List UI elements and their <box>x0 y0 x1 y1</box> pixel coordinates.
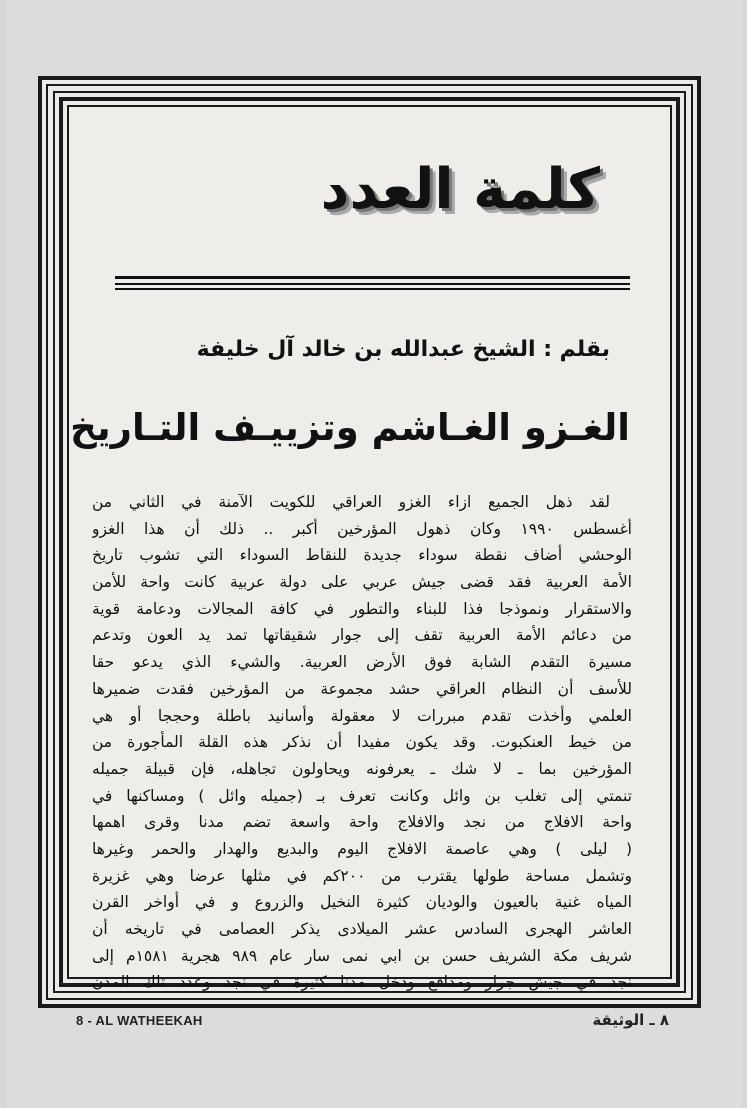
body-line: مسيرة التقدم الشابة فوق الأرض العربية. والشيء الذي يدعو حقا <box>92 653 632 672</box>
article-headline: الغـزو الغـاشم وتزييـف التـاريخ <box>70 406 630 449</box>
masthead-divider <box>115 288 630 290</box>
page-number-latin: 8 - AL WATHEEKAH <box>76 1013 203 1028</box>
body-line: تنمتي إلى تغلب بن وائل وكانت تعرف بـ (جميله وائل ) ومساكنها في <box>92 786 632 805</box>
body-line: وتشمل مساحة طولها يقترب من ٢٠٠كم في مثلها عرضا وهي غزيرة <box>92 866 632 885</box>
body-line: واحة الافلاج من نجد والافلاج واحة واسعة تضم مدنا وقرى اهمها <box>92 813 632 832</box>
body-line: ( ليلى ) وهي عاصمة الافلاج اليوم والبديع والهدار والحمر وغيرها <box>92 839 632 858</box>
body-line: لقد ذهل الجميع ازاء الغزو العراقي للكويت الآمنة في الثاني من <box>92 493 610 511</box>
body-line: العاشر الهجرى السادس عشر الميلادى يذكر العصامى في تاريخه أن <box>92 920 632 938</box>
body-line: للأسف أن النظام العراقي حشد مجموعة من المؤرخين فقدت ضميرها <box>92 679 632 698</box>
body-line: والاستقرار ونموذجا فذا للبناء والتطور في كافة المجالات ودعامة قوية <box>92 599 632 618</box>
body-line: العلمي وأخذت تقدم مبررات لا معقولة وأسانيد باطلة وحججا أو هي <box>92 706 632 725</box>
body-line: من دعائم الأمة العربية تقف إلى جوار شقيقاتها تمد يد العون وتدعم <box>92 626 632 645</box>
masthead-divider <box>115 283 630 285</box>
masthead-divider <box>115 276 630 279</box>
body-line: الوحشي أضاف نقطة سوداء جديدة للنقاط السوداء التي تشوب تاريخ <box>92 546 632 565</box>
author-byline: بقلم : الشيخ عبدالله بن خالد آل خليفة <box>196 337 610 362</box>
body-line: المؤرخين بما ـ لا شك ـ يعرفونه ويحاولون تجاهله، فإن قبيلة جميله <box>92 759 632 778</box>
body-line: من خيط العنكبوت. وقد يكون مفيدا أن نذكر هذه القلة المأجورة من <box>92 733 632 752</box>
body-line: الأمة العربية فقد قضى جيش عربي على دولة عربية كانت واحة للأمن <box>92 573 632 592</box>
article-body <box>92 489 632 996</box>
body-line: شريف مكة الشريف حسن بن ابي نمى سار عام ٩٨٩ هجرية ١٥٨١م إلى <box>92 946 632 965</box>
masthead-title: كلمة العدد <box>320 157 600 222</box>
body-line: نجد في جيش جرار ومدافع ودخل مدنا كثيرة في نجد وعدد تلك المدن <box>92 973 632 992</box>
body-line: المياه غنية بالعيون والوديان كثيرة النخيل والزروع و في أواخر القرن <box>92 893 632 912</box>
body-line: أغسطس ١٩٩٠ وكان ذهول المؤرخين أكبر .. ذلك أن هذا الغزو <box>92 519 632 538</box>
page-number-arabic: ٨ ـ الوثيقة <box>592 1011 669 1029</box>
